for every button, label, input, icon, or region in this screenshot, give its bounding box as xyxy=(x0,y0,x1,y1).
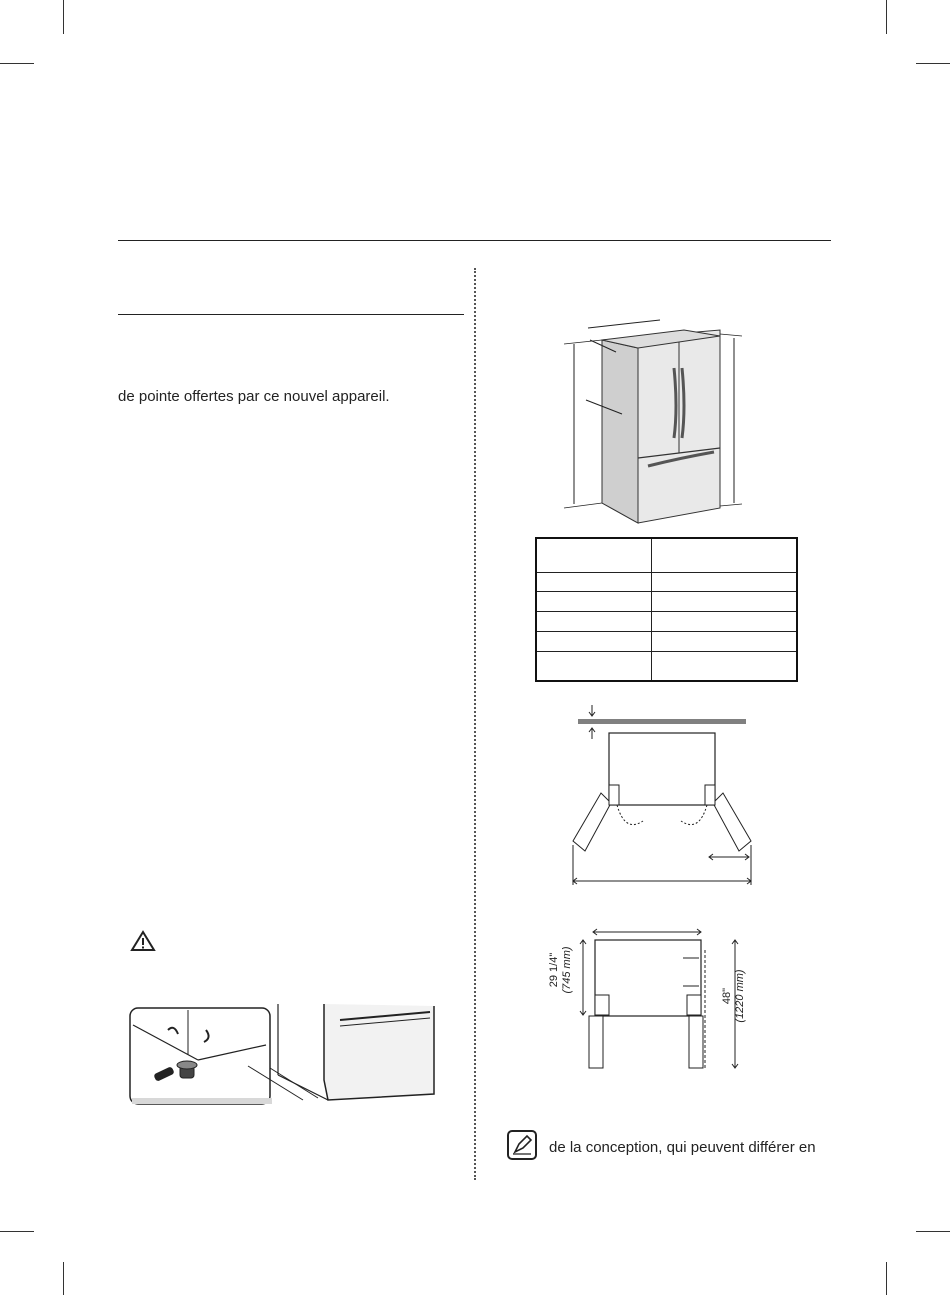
crop-mark xyxy=(0,63,34,64)
dimension-table xyxy=(535,537,798,682)
table-row xyxy=(536,592,797,612)
crop-mark xyxy=(916,1231,950,1232)
warning-icon xyxy=(130,930,156,952)
height-label-right xyxy=(721,961,781,1031)
note-icon xyxy=(507,1130,537,1160)
door-clearance-top-view xyxy=(565,705,755,890)
crop-mark xyxy=(63,0,64,34)
crop-mark xyxy=(886,0,887,34)
crop-mark xyxy=(916,63,950,64)
crop-mark xyxy=(0,1231,34,1232)
intro-text: de pointe offertes par ce nouvel appareil. xyxy=(118,388,390,405)
table-row xyxy=(536,538,797,572)
refrigerator-dimensions-illustration xyxy=(560,318,750,528)
height-value-left-mm: (745 mm) xyxy=(561,946,573,994)
column-divider xyxy=(474,268,476,1180)
height-value-right-mm: (1220 mm) xyxy=(734,969,746,1023)
table-row xyxy=(536,612,797,632)
section-rule xyxy=(118,314,464,315)
table-row xyxy=(536,631,797,651)
table-row xyxy=(536,651,797,681)
crop-mark xyxy=(63,1262,64,1295)
table-row xyxy=(536,572,797,592)
leveling-foot-illustration xyxy=(128,1000,438,1118)
note-text: de la conception, qui peuvent différer en xyxy=(549,1139,816,1156)
header-rule xyxy=(118,240,831,241)
height-value-left: 29 1/4" xyxy=(548,952,560,988)
height-label-left xyxy=(548,940,608,1000)
height-value-right: 48" xyxy=(721,987,733,1005)
crop-mark xyxy=(886,1262,887,1295)
